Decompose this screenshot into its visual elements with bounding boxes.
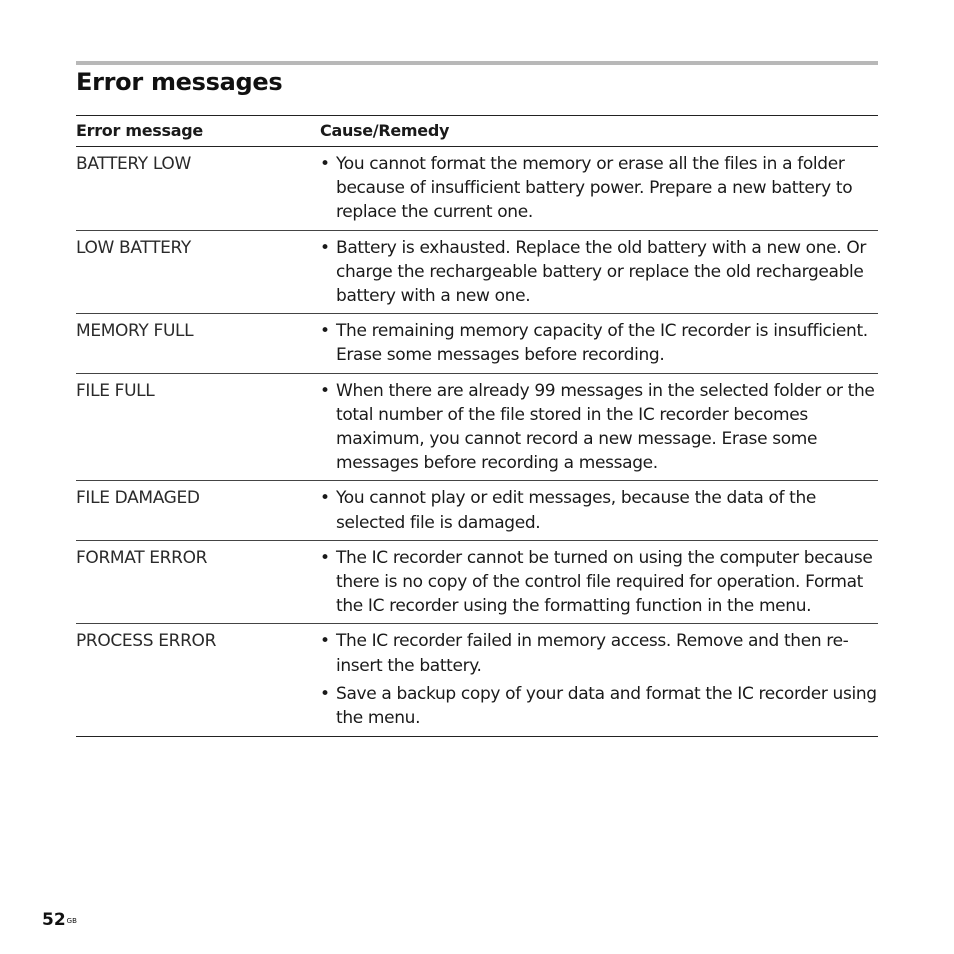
remedy-text: The remaining memory capacity of the IC recorder is insufficient. Erase some messages before recording. xyxy=(336,321,868,366)
remedy-list xyxy=(320,379,878,476)
column-header-cause-remedy: Cause/Remedy xyxy=(320,116,878,147)
remedy-list xyxy=(320,546,878,619)
remedy-cell xyxy=(320,373,878,481)
remedy-text: The IC recorder cannot be turned on using the computer because there is no copy of the control file required for operation. Format the IC recorder using the formatting function in the menu. xyxy=(336,547,873,617)
page-number-value: 52 xyxy=(42,910,66,930)
page-number-suffix: GB xyxy=(66,917,77,925)
remedy-list xyxy=(320,629,878,730)
remedy-list xyxy=(320,319,878,367)
remedy-text: Save a backup copy of your data and format the IC recorder using the menu. xyxy=(336,683,877,729)
remedy-item xyxy=(320,319,878,367)
table-row xyxy=(76,373,878,481)
column-header-error-message: Error message xyxy=(76,116,320,147)
table-row xyxy=(76,314,878,373)
error-message-cell: FILE DAMAGED xyxy=(76,481,320,540)
error-message-cell: PROCESS ERROR xyxy=(76,631,217,652)
remedy-item xyxy=(320,486,878,534)
error-messages-table xyxy=(76,115,878,737)
top-rule xyxy=(76,61,878,65)
bullet-icon: • xyxy=(320,237,330,258)
bullet-icon: • xyxy=(320,154,330,174)
page-number xyxy=(42,909,77,931)
bullet-icon: • xyxy=(320,380,330,401)
remedy-cell xyxy=(320,147,878,231)
remedy-cell xyxy=(320,481,878,540)
table-header-row xyxy=(76,116,878,147)
bullet-icon: • xyxy=(320,547,330,568)
remedy-cell xyxy=(320,624,878,737)
error-message-cell: FILE FULL xyxy=(76,373,320,481)
table-row xyxy=(76,624,878,737)
remedy-text: The IC recorder failed in memory access. Remove and then re-insert the battery. xyxy=(336,631,849,676)
remedy-item xyxy=(320,152,878,225)
bullet-icon: • xyxy=(320,683,330,704)
remedy-item xyxy=(320,379,878,476)
table-row xyxy=(76,540,878,624)
remedy-cell xyxy=(320,314,878,373)
remedy-item xyxy=(320,629,878,677)
table-row xyxy=(76,230,878,314)
error-message-cell: BATTERY LOW xyxy=(76,147,320,231)
remedy-item xyxy=(320,236,878,309)
remedy-item xyxy=(320,682,878,730)
table-row xyxy=(76,481,878,540)
remedy-list xyxy=(320,486,878,534)
error-message-cell: FORMAT ERROR xyxy=(76,540,320,624)
remedy-list xyxy=(320,152,878,225)
bullet-icon: • xyxy=(320,321,330,342)
error-message-cell: MEMORY FULL xyxy=(76,314,320,373)
bullet-icon: • xyxy=(320,631,330,652)
error-message-cell: LOW BATTERY xyxy=(76,230,320,314)
remedy-text: When there are already 99 messages in the selected folder or the total number of the file stored in the IC recorder becomes maximum, you cannot record a new message. Erase some messages before recording a message. xyxy=(336,380,875,474)
remedy-item xyxy=(320,546,878,619)
bullet-icon: • xyxy=(320,488,330,509)
remedy-list xyxy=(320,236,878,309)
remedy-text: You cannot play or edit messages, because the data of the selected file is damaged. xyxy=(336,488,817,533)
remedy-cell xyxy=(320,230,878,314)
remedy-text: You cannot format the memory or erase all the files in a folder because of insufficient battery power. Prepare a new battery to replace the current one. xyxy=(336,154,853,223)
remedy-text: Battery is exhausted. Replace the old battery with a new one. Or charge the rechargeable battery or replace the old rechargeable battery with a new one. xyxy=(336,237,867,307)
table-row xyxy=(76,147,878,231)
page-title: Error messages xyxy=(76,68,283,96)
remedy-cell xyxy=(320,540,878,624)
